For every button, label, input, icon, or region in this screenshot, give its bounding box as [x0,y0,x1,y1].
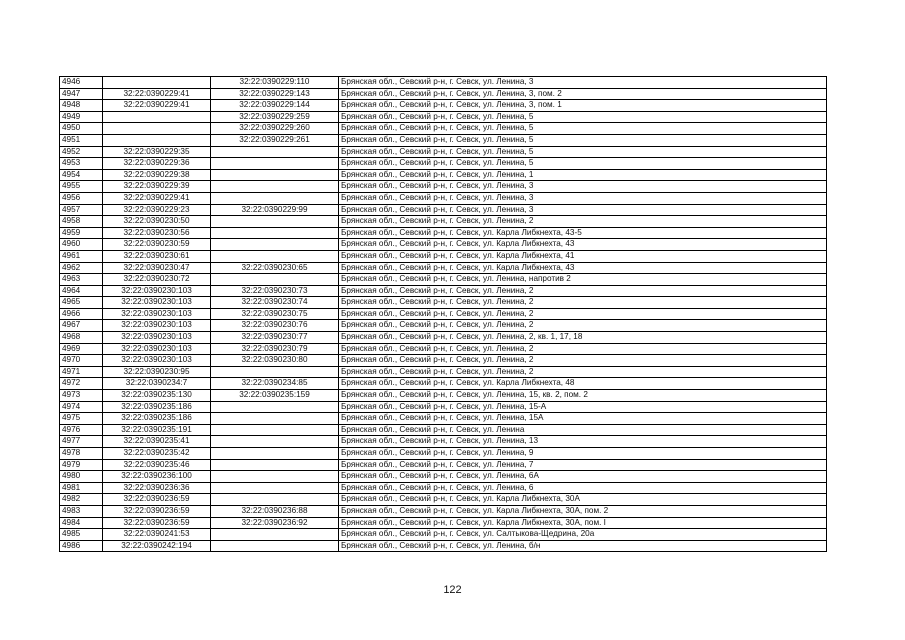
table-row [60,413,827,425]
address-cell: Брянская обл., Севский р-н, г. Севск, ул. Ленина, 6А [339,471,827,483]
row-number-cell: 4983 [60,505,103,517]
table-row [60,111,827,123]
row-number-cell: 4947 [60,88,103,100]
object-cadastral-number-cell [211,424,339,436]
land-cadastral-number-cell: 32:22:0390229:41 [103,100,211,112]
address-cell: Брянская обл., Севский р-н, г. Севск, ул. Карла Либкнехта, 43 [339,239,827,251]
table-row [60,77,827,89]
address-cell: Брянская обл., Севский р-н, г. Севск, ул. Карла Либкнехта, 43 [339,262,827,274]
land-cadastral-number-cell: 32:22:0390235:46 [103,459,211,471]
land-cadastral-number-cell: 32:22:0390230:103 [103,355,211,367]
land-cadastral-number-cell: 32:22:0390230:103 [103,343,211,355]
table-row [60,227,827,239]
land-cadastral-number-cell: 32:22:0390230:47 [103,262,211,274]
land-cadastral-number-cell [103,134,211,146]
row-number-cell: 4982 [60,494,103,506]
object-cadastral-number-cell [211,436,339,448]
address-cell: Брянская обл., Севский р-н, г. Севск, ул. Ленина, 9 [339,448,827,460]
row-number-cell: 4963 [60,274,103,286]
row-number-cell: 4970 [60,355,103,367]
address-cell: Брянская обл., Севский р-н, г. Севск, ул. Ленина, 15, кв. 2, пом. 2 [339,390,827,402]
land-cadastral-number-cell: 32:22:0390229:38 [103,169,211,181]
address-cell: Брянская обл., Севский р-н, г. Севск, ул. Ленина, 5 [339,134,827,146]
row-number-cell: 4966 [60,308,103,320]
row-number-cell: 4955 [60,181,103,193]
object-cadastral-number-cell: 32:22:0390229:99 [211,204,339,216]
address-cell: Брянская обл., Севский р-н, г. Севск, ул. Ленина, 3 [339,192,827,204]
address-cell: Брянская обл., Севский р-н, г. Севск, ул. Карла Либкнехта, 43-5 [339,227,827,239]
row-number-cell: 4957 [60,204,103,216]
object-cadastral-number-cell [211,401,339,413]
object-cadastral-number-cell [211,471,339,483]
address-cell: Брянская обл., Севский р-н, г. Севск, ул. Ленина [339,424,827,436]
land-cadastral-number-cell: 32:22:0390235:186 [103,413,211,425]
address-cell: Брянская обл., Севский р-н, г. Севск, ул. Ленина, напротив 2 [339,274,827,286]
land-cadastral-number-cell: 32:22:0390236:100 [103,471,211,483]
address-cell: Брянская обл., Севский р-н, г. Севск, ул. Ленина, 3, пом. 1 [339,100,827,112]
row-number-cell: 4954 [60,169,103,181]
land-cadastral-number-cell: 32:22:0390236:59 [103,517,211,529]
land-cadastral-number-cell: 32:22:0390229:39 [103,181,211,193]
table-row [60,332,827,344]
object-cadastral-number-cell [211,274,339,286]
table-row [60,355,827,367]
land-cadastral-number-cell: 32:22:0390229:35 [103,146,211,158]
object-cadastral-number-cell: 32:22:0390230:76 [211,320,339,332]
land-cadastral-number-cell [103,123,211,135]
land-cadastral-number-cell: 32:22:0390229:41 [103,192,211,204]
land-cadastral-number-cell: 32:22:0390235:42 [103,448,211,460]
land-cadastral-number-cell: 32:22:0390235:186 [103,401,211,413]
table-row [60,459,827,471]
row-number-cell: 4973 [60,390,103,402]
table-row [60,262,827,274]
object-cadastral-number-cell [211,250,339,262]
object-cadastral-number-cell: 32:22:0390229:110 [211,77,339,89]
object-cadastral-number-cell [211,169,339,181]
row-number-cell: 4986 [60,540,103,552]
table-row [60,448,827,460]
row-number-cell: 4975 [60,413,103,425]
land-cadastral-number-cell: 32:22:0390230:103 [103,285,211,297]
table-row [60,250,827,262]
row-number-cell: 4959 [60,227,103,239]
land-cadastral-number-cell: 32:22:0390236:36 [103,482,211,494]
land-cadastral-number-cell: 32:22:0390230:103 [103,297,211,309]
object-cadastral-number-cell [211,216,339,228]
row-number-cell: 4981 [60,482,103,494]
object-cadastral-number-cell [211,448,339,460]
land-cadastral-number-cell: 32:22:0390230:59 [103,239,211,251]
object-cadastral-number-cell [211,146,339,158]
table-row [60,123,827,135]
table-row [60,390,827,402]
row-number-cell: 4971 [60,366,103,378]
object-cadastral-number-cell: 32:22:0390229:260 [211,123,339,135]
land-cadastral-number-cell: 32:22:0390230:103 [103,308,211,320]
land-cadastral-number-cell: 32:22:0390235:130 [103,390,211,402]
object-cadastral-number-cell: 32:22:0390230:73 [211,285,339,297]
land-cadastral-number-cell: 32:22:0390241:53 [103,529,211,541]
row-number-cell: 4965 [60,297,103,309]
land-cadastral-number-cell: 32:22:0390234:7 [103,378,211,390]
table-row [60,88,827,100]
object-cadastral-number-cell: 32:22:0390229:143 [211,88,339,100]
row-number-cell: 4974 [60,401,103,413]
object-cadastral-number-cell [211,192,339,204]
table-row [60,239,827,251]
row-number-cell: 4961 [60,250,103,262]
registry-table-body [60,77,827,552]
object-cadastral-number-cell: 32:22:0390230:75 [211,308,339,320]
table-row [60,424,827,436]
address-cell: Брянская обл., Севский р-н, г. Севск, ул. Карла Либкнехта, 30А, пом. I [339,517,827,529]
table-row [60,482,827,494]
object-cadastral-number-cell [211,459,339,471]
address-cell: Брянская обл., Севский р-н, г. Севск, ул. Ленина, 3, пом. 2 [339,88,827,100]
address-cell: Брянская обл., Севский р-н, г. Севск, ул. Карла Либкнехта, 41 [339,250,827,262]
land-cadastral-number-cell: 32:22:0390236:59 [103,505,211,517]
address-cell: Брянская обл., Севский р-н, г. Севск, ул. Ленина, 5 [339,123,827,135]
address-cell: Брянская обл., Севский р-н, г. Севск, ул. Ленина, 3 [339,204,827,216]
row-number-cell: 4977 [60,436,103,448]
row-number-cell: 4985 [60,529,103,541]
table-row [60,204,827,216]
object-cadastral-number-cell [211,239,339,251]
row-number-cell: 4951 [60,134,103,146]
row-number-cell: 4969 [60,343,103,355]
land-cadastral-number-cell: 32:22:0390230:103 [103,320,211,332]
row-number-cell: 4960 [60,239,103,251]
row-number-cell: 4979 [60,459,103,471]
address-cell: Брянская обл., Севский р-н, г. Севск, ул. Салтыкова-Щедрина, 20а [339,529,827,541]
row-number-cell: 4962 [60,262,103,274]
land-cadastral-number-cell: 32:22:0390242:194 [103,540,211,552]
object-cadastral-number-cell [211,366,339,378]
object-cadastral-number-cell: 32:22:0390230:80 [211,355,339,367]
address-cell: Брянская обл., Севский р-н, г. Севск, ул. Карла Либкнехта, 30А [339,494,827,506]
object-cadastral-number-cell: 32:22:0390230:77 [211,332,339,344]
object-cadastral-number-cell: 32:22:0390230:65 [211,262,339,274]
object-cadastral-number-cell: 32:22:0390235:159 [211,390,339,402]
object-cadastral-number-cell [211,413,339,425]
address-cell: Брянская обл., Севский р-н, г. Севск, ул. Карла Либкнехта, 48 [339,378,827,390]
object-cadastral-number-cell [211,482,339,494]
row-number-cell: 4968 [60,332,103,344]
address-cell: Брянская обл., Севский р-н, г. Севск, ул. Ленина, б/н [339,540,827,552]
table-row [60,100,827,112]
address-cell: Брянская обл., Севский р-н, г. Севск, ул. Ленина, 15-А [339,401,827,413]
address-cell: Брянская обл., Севский р-н, г. Севск, ул. Ленина, 2 [339,343,827,355]
table-row [60,216,827,228]
table-row [60,529,827,541]
row-number-cell: 4948 [60,100,103,112]
row-number-cell: 4952 [60,146,103,158]
registry-table [59,76,827,552]
land-cadastral-number-cell: 32:22:0390229:41 [103,88,211,100]
object-cadastral-number-cell [211,181,339,193]
land-cadastral-number-cell [103,111,211,123]
land-cadastral-number-cell: 32:22:0390236:59 [103,494,211,506]
row-number-cell: 4950 [60,123,103,135]
object-cadastral-number-cell: 32:22:0390236:88 [211,505,339,517]
land-cadastral-number-cell: 32:22:0390230:50 [103,216,211,228]
row-number-cell: 4984 [60,517,103,529]
address-cell: Брянская обл., Севский р-н, г. Севск, ул. Карла Либкнехта, 30А, пом. 2 [339,505,827,517]
table-row [60,297,827,309]
table-row [60,494,827,506]
land-cadastral-number-cell: 32:22:0390230:95 [103,366,211,378]
row-number-cell: 4980 [60,471,103,483]
address-cell: Брянская обл., Севский р-н, г. Севск, ул. Ленина, 3 [339,77,827,89]
land-cadastral-number-cell: 32:22:0390230:103 [103,332,211,344]
table-row [60,540,827,552]
row-number-cell: 4953 [60,158,103,170]
address-cell: Брянская обл., Севский р-н, г. Севск, ул. Ленина, 3 [339,181,827,193]
row-number-cell: 4946 [60,77,103,89]
land-cadastral-number-cell [103,77,211,89]
table-row [60,285,827,297]
row-number-cell: 4964 [60,285,103,297]
table-row [60,471,827,483]
address-cell: Брянская обл., Севский р-н, г. Севск, ул. Ленина, 15А [339,413,827,425]
address-cell: Брянская обл., Севский р-н, г. Севск, ул. Ленина, 1 [339,169,827,181]
table-row [60,134,827,146]
object-cadastral-number-cell: 32:22:0390234:85 [211,378,339,390]
address-cell: Брянская обл., Севский р-н, г. Севск, ул. Ленина, 2 [339,355,827,367]
table-row [60,274,827,286]
table-row [60,378,827,390]
address-cell: Брянская обл., Севский р-н, г. Севск, ул. Ленина, 2 [339,297,827,309]
row-number-cell: 4978 [60,448,103,460]
object-cadastral-number-cell: 32:22:0390229:259 [211,111,339,123]
address-cell: Брянская обл., Севский р-н, г. Севск, ул. Ленина, 5 [339,146,827,158]
table-row [60,146,827,158]
land-cadastral-number-cell: 32:22:0390230:61 [103,250,211,262]
object-cadastral-number-cell [211,227,339,239]
table-row [60,192,827,204]
address-cell: Брянская обл., Севский р-н, г. Севск, ул. Ленина, 5 [339,158,827,170]
land-cadastral-number-cell: 32:22:0390230:72 [103,274,211,286]
row-number-cell: 4949 [60,111,103,123]
address-cell: Брянская обл., Севский р-н, г. Севск, ул. Ленина, 6 [339,482,827,494]
land-cadastral-number-cell: 32:22:0390235:191 [103,424,211,436]
object-cadastral-number-cell: 32:22:0390236:92 [211,517,339,529]
table-row [60,366,827,378]
table-row [60,169,827,181]
object-cadastral-number-cell [211,494,339,506]
land-cadastral-number-cell: 32:22:0390230:56 [103,227,211,239]
row-number-cell: 4958 [60,216,103,228]
address-cell: Брянская обл., Севский р-н, г. Севск, ул. Ленина, 2 [339,320,827,332]
table-row [60,343,827,355]
address-cell: Брянская обл., Севский р-н, г. Севск, ул. Ленина, 13 [339,436,827,448]
table-row [60,401,827,413]
object-cadastral-number-cell: 32:22:0390230:74 [211,297,339,309]
land-cadastral-number-cell: 32:22:0390235:41 [103,436,211,448]
address-cell: Брянская обл., Севский р-н, г. Севск, ул. Ленина, 2 [339,216,827,228]
address-cell: Брянская обл., Севский р-н, г. Севск, ул. Ленина, 2 [339,366,827,378]
land-cadastral-number-cell: 32:22:0390229:36 [103,158,211,170]
row-number-cell: 4956 [60,192,103,204]
object-cadastral-number-cell: 32:22:0390229:261 [211,134,339,146]
table-row [60,436,827,448]
page-number: 122 [443,584,462,596]
object-cadastral-number-cell [211,529,339,541]
row-number-cell: 4967 [60,320,103,332]
address-cell: Брянская обл., Севский р-н, г. Севск, ул. Ленина, 2 [339,308,827,320]
address-cell: Брянская обл., Севский р-н, г. Севск, ул. Ленина, 7 [339,459,827,471]
address-cell: Брянская обл., Севский р-н, г. Севск, ул. Ленина, 2 [339,285,827,297]
address-cell: Брянская обл., Севский р-н, г. Севск, ул. Ленина, 5 [339,111,827,123]
table-row [60,181,827,193]
object-cadastral-number-cell [211,540,339,552]
table-row [60,517,827,529]
table-row [60,505,827,517]
object-cadastral-number-cell: 32:22:0390229:144 [211,100,339,112]
table-row [60,158,827,170]
row-number-cell: 4976 [60,424,103,436]
object-cadastral-number-cell [211,158,339,170]
table-row [60,308,827,320]
land-cadastral-number-cell: 32:22:0390229:23 [103,204,211,216]
address-cell: Брянская обл., Севский р-н, г. Севск, ул. Ленина, 2, кв. 1, 17, 18 [339,332,827,344]
table-row [60,320,827,332]
object-cadastral-number-cell: 32:22:0390230:79 [211,343,339,355]
row-number-cell: 4972 [60,378,103,390]
